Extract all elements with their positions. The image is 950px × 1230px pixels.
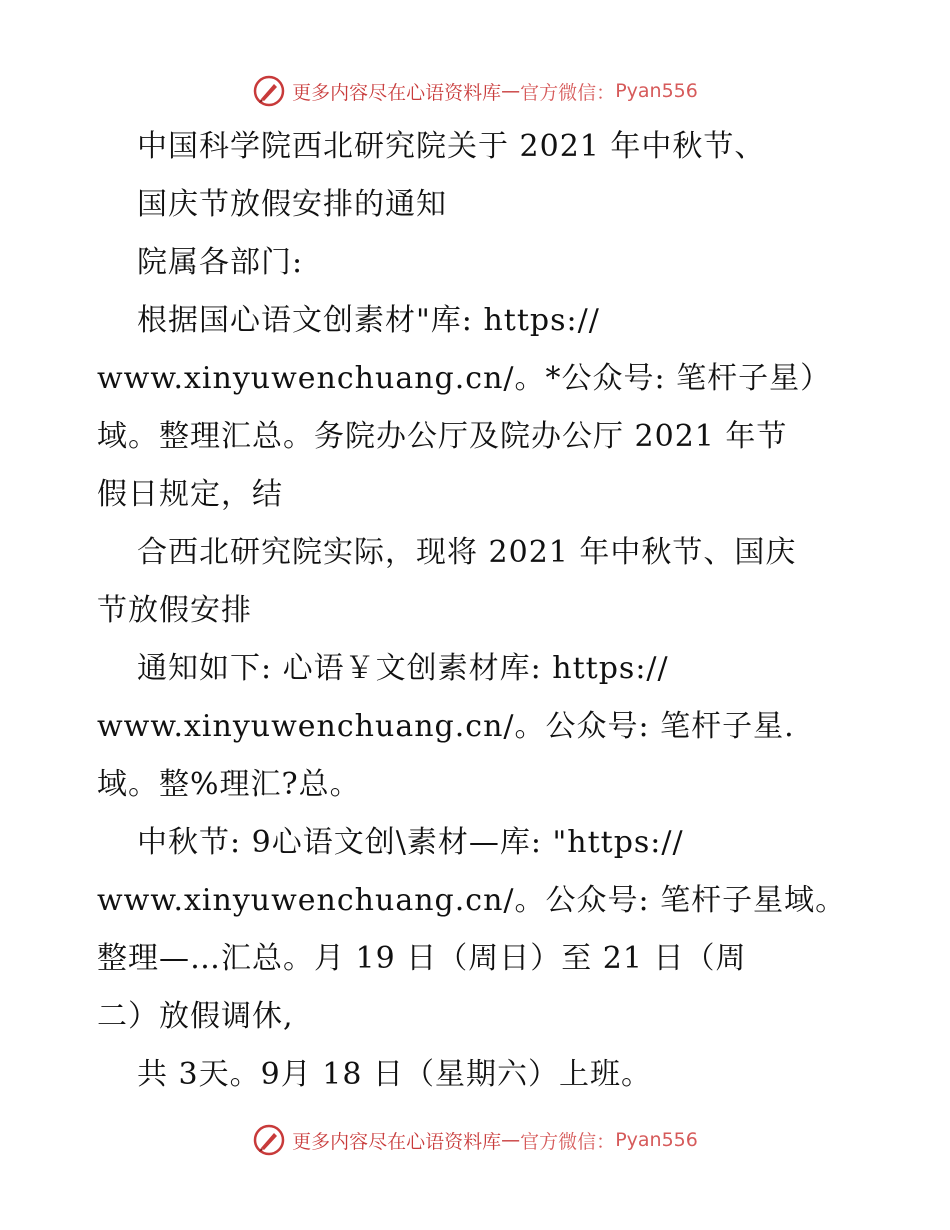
document-text-line: 中秋节: 9心语文创\素材—库: "https://: [137, 825, 684, 860]
document-text-line: 域。整理汇总。务院办公厅及院办公厅 2021 年节: [97, 419, 788, 454]
document-text-line: 整理—…汇总。月 19 日（周日）至 21 日（周: [97, 941, 747, 976]
document-text-line: www.xinyuwenchuang.cn/。*公众号: 笔杆子星）: [97, 361, 832, 396]
banner-wechat-label: 官方微信：: [520, 1130, 616, 1153]
document-text-line: www.xinyuwenchuang.cn/。公众号: 笔杆子星.: [97, 709, 795, 744]
header-watermark-banner: [0, 71, 950, 111]
feather-pen-icon: [252, 1123, 286, 1157]
document-text-line: 根据国心语文创素材"库: https://: [137, 303, 600, 338]
document-text-line: 共 3天。9月 18 日（星期六）上班。: [137, 1057, 652, 1092]
document-text-line: 节放假安排: [97, 593, 252, 628]
document-title-line-1: 中国科学院西北研究院关于 2021 年中秋节、: [137, 129, 766, 164]
banner-wechat-id: Pyan556: [615, 1129, 698, 1151]
banner-separator: —: [501, 80, 521, 102]
footer-watermark-banner: [0, 1120, 950, 1160]
document-text-line: 域。整%理汇?总。: [97, 767, 361, 802]
document-text-line: 假日规定，结: [97, 477, 283, 512]
banner-separator: —: [501, 1129, 521, 1151]
document-body: [97, 118, 857, 1104]
banner-text: 更多内容尽在心语资料库: [292, 81, 502, 104]
banner-wechat-label: 官方微信：: [520, 81, 616, 104]
document-text-line: 合西北研究院实际，现将 2021 年中秋节、国庆: [137, 535, 797, 570]
banner-wechat-id: Pyan556: [615, 80, 698, 102]
banner-text: 更多内容尽在心语资料库: [292, 1130, 502, 1153]
document-text-line: 二）放假调休,: [97, 999, 294, 1034]
document-salutation: 院属各部门:: [137, 245, 304, 280]
document-title-line-2: 国庆节放假安排的通知: [137, 187, 447, 222]
feather-pen-icon: [252, 74, 286, 108]
document-text-line: 通知如下: 心语￥文创素材库: https://: [137, 651, 669, 686]
document-text-line: www.xinyuwenchuang.cn/。公众号: 笔杆子星域。: [97, 883, 847, 918]
